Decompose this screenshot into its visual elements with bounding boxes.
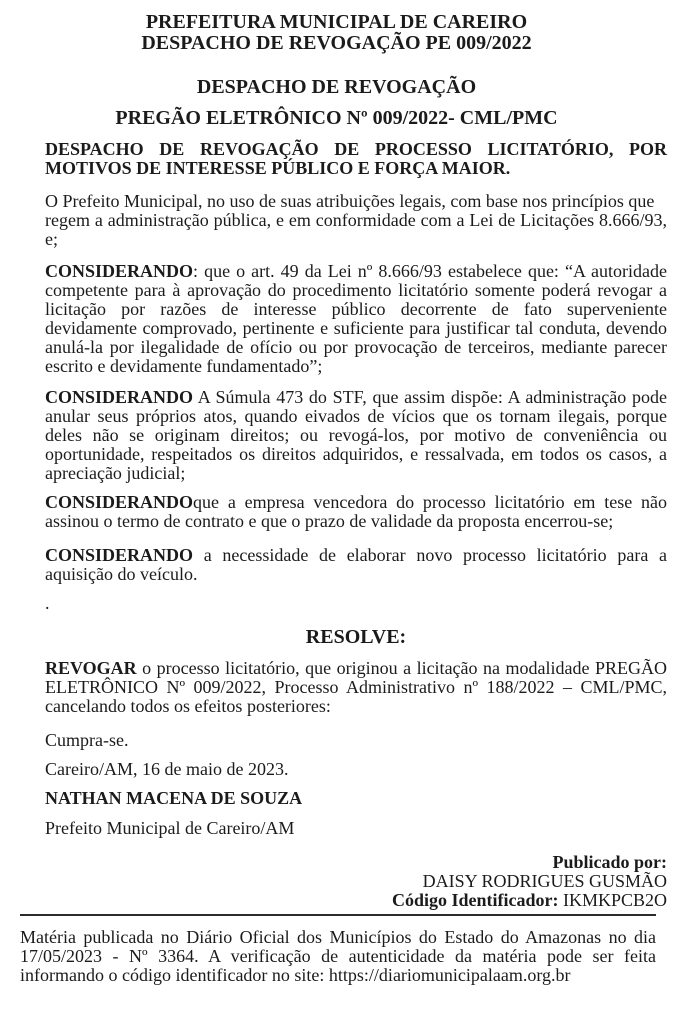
considerando-1-paragraph — [45, 262, 667, 376]
subject-paragraph: DESPACHO DE REVOGAÇÃO DE PROCESSO LICITATÓRIO, POR MOTIVOS DE INTERESSE PÚBLICO E FORÇA MAIOR. — [45, 139, 667, 178]
preamble-line-2: regem a administração pública, e em conformidade com a Lei de Licitações 8.666/93, e; — [45, 210, 667, 249]
document-subtitle: PREGÃO ELETRÔNICO Nº 009/2022- CML/PMC — [115, 107, 558, 129]
preamble-paragraph — [45, 192, 667, 249]
cumpra-se-line: Cumpra-se. — [45, 730, 129, 750]
identifier-code-value: IKMKPCB2O — [558, 890, 667, 910]
revogar-paragraph — [45, 659, 667, 716]
considerando-2-text: A Súmula 473 do STF, que assim dispõe: A administração pode anular seus próprios atos, quando eivados de vícios que os tornam ilegais, porque deles não se originam direitos; ou revogá-los, por motivo de conveniência ou oportunidade, respeitados os direitos adquiridos, e ressalvada, em todos os casos, a apreciação judicial; — [45, 387, 667, 483]
document-header — [0, 12, 673, 54]
resolve-heading: RESOLVE: — [305, 626, 407, 648]
date-place-line: Careiro/AM, 16 de maio de 2023. — [45, 759, 289, 779]
considerando-3-text: que a empresa vencedora do processo licitatório em tese não assinou o termo de contrato e que o prazo de validade da proposta encerrou-se; — [45, 492, 667, 531]
signature-name: NATHAN MACENA DE SOUZA — [45, 788, 303, 808]
document-title: DESPACHO DE REVOGAÇÃO — [196, 76, 477, 98]
revogar-text: o processo licitatório, que originou a licitação na modalidade PREGÃO ELETRÔNICO Nº 009/2022, Processo Administrativo nº 188/2022 – CML/PMC, cancelando todos os efeitos posteriores: — [45, 658, 667, 716]
preamble-line-1: O Prefeito Municipal, no uso de suas atribuições legais, com base nos princípios que — [45, 191, 655, 211]
identifier-code-line — [45, 891, 667, 910]
considerando-3-paragraph — [45, 493, 667, 531]
considerando-3-label: CONSIDERANDO — [45, 492, 194, 512]
published-by-label: Publicado por: — [552, 852, 667, 872]
identifier-code-label: Código Identificador: — [391, 890, 559, 910]
signature-role: Prefeito Municipal de Careiro/AM — [45, 818, 295, 838]
considerando-2-label: CONSIDERANDO — [45, 387, 194, 407]
considerando-4-paragraph — [45, 546, 667, 584]
published-by-name: DAISY RODRIGUES GUSMÃO — [422, 871, 667, 891]
footer-publication-note: Matéria publicada no Diário Oficial dos Municípios do Estado do Amazonas no dia 17/05/2023 - Nº 3364. A verificação de autenticidade da matéria pode ser feita informando o código identificador no site: https://diariomunicipalaam.org.br — [20, 927, 656, 985]
document-body — [45, 140, 667, 910]
header-doc-reference: DESPACHO DE REVOGAÇÃO PE 009/2022 — [141, 32, 532, 54]
considerando-4-label: CONSIDERANDO — [45, 545, 194, 565]
revogar-label: REVOGAR — [45, 658, 137, 678]
considerando-2-paragraph — [45, 388, 667, 483]
footer-divider — [20, 914, 656, 916]
considerando-1-text: : que o art. 49 da Lei nº 8.666/93 estabelece que: “A autoridade competente para à aprovação do procedimento licitatório somente poderá revogar a licitação por razões de interesse público decorrente de fato superveniente devidamente comprovado, pertinente e suficiente para justificar tal conduta, devendo anulá-la por ilegalidade de ofício ou por provocação de terceiros, mediante parecer escrito e devidamente fundamentado”; — [45, 261, 667, 376]
considerando-1-label: CONSIDERANDO — [45, 261, 194, 281]
stray-dot-line: . — [45, 593, 50, 613]
header-org-name: PREFEITURA MUNICIPAL DE CAREIRO — [145, 11, 528, 33]
considerando-4-text: a necessidade de elaborar novo processo licitatório para a aquisição do veículo. — [45, 545, 667, 584]
published-by-block — [45, 853, 667, 910]
